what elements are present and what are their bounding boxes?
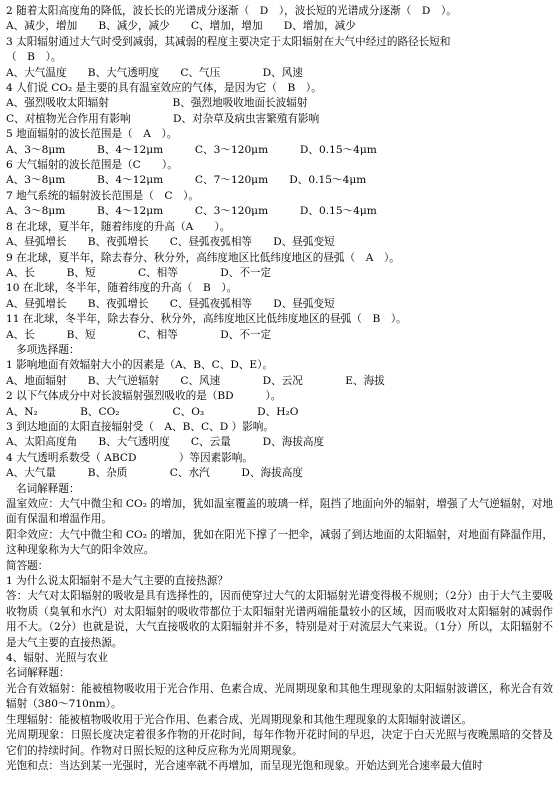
section-heading-short-answer: 简答题： [6,559,49,572]
question-3-cont: （ B ）。 [6,51,62,64]
question-6: 6 大气辐射的波长范围是（C ）。 [6,159,178,172]
multi-options-3: A、太阳高度角 B、大气透明度 C、云量 D、海拔高度 [6,436,325,449]
options-10: A、昼弧增长 B、夜弧增长 C、昼弧夜弧相等 D、昼弧变短 [6,297,335,310]
term-parasol-effect: 阳伞效应：大气中微尘和 CO₂ 的增加，犹如在阳光下撑了一把伞，减弱了到达地面的太阳辐射，对地面有降温作用，这种现象称为大气的阳伞效应。 [6,528,553,557]
question-7: 7 地气系统的辐射波长范围是（ C ）。 [6,189,200,202]
short-answer-1: 答：大气对太阳辐射的吸收是具有选择性的，因而使穿过大气的太阳辐射光谱变得极不规则；（2分）由于大气主要吸收物质（臭氧和水汽）对太阳辐射的吸收带都位于太阳辐射光谱两端能量较小的区域，因而吸收对太阳辐射的减弱作用不大。（2分）也就是说，大气直接吸收的太阳辐射并不多，特别是对于对流层大气来说。（1分）所以，太阳辐射不是大气主要的直接热源。 [6,590,553,649]
section-heading-terms-2: 名词解释题： [6,667,70,680]
options-4-ab: A、强烈吸收太阳辐射 B、强烈地吸收地面长波辐射 [6,97,308,110]
term-light-saturation-point: 光饱和点：当达到某一光强时，光合速率就不再增加，而呈现光饱和现象。开始达到光合速率最大值时 [6,759,483,772]
options-6: A、3～8μm B、4～12μm C、7～120μm D、0.15～4μm [6,174,367,187]
options-2: A、减少，增加 B、减少，减少 C、增加，增加 D、增加，减少 [6,20,356,33]
options-5: A、3～8μm B、4～12μm C、3～120μm D、0.15～4μm [6,143,377,156]
options-7: A、3～8μm B、4～12μm C、3～120μm D、0.15～4μm [6,205,377,218]
options-9: A、长 B、短 C、相等 D、不一定 [6,266,272,279]
question-5: 5 地面辐射的波长范围是（ A ）。 [6,128,178,141]
options-11: A、长 B、短 C、相等 D、不一定 [6,328,272,341]
question-9: 9 在北球，夏半年，除去春分、秋分外，高纬度地区比低纬度地区的昼弧（ A ）。 [6,251,400,264]
chapter-heading-4: 4、辐射、光照与农业 [6,652,109,665]
multi-question-3: 3 到达地面的太阳直接辐射受（ A、B、C、D ）影响。 [6,420,274,433]
multi-options-4: A、大气量 B、杂质 C、水汽 D、海拔高度 [6,467,303,480]
multi-question-1: 1 影响地面有效辐射大小的因素是（A、B、C、D、E）。 [6,359,274,372]
multi-question-4: 4 大气透明系数受（ ABCD ）等因素影响。 [6,451,253,464]
question-2: 2 随着太阳高度角的降低，波长长的光谱成分逐渐（ D ），波长短的光谱成分逐渐（ D ）。 [6,5,457,17]
question-4: 4 人们说 CO₂ 是主要的具有温室效应的气体，是因为它（ B ）。 [6,82,322,95]
options-4-cd: C、对植物光合作用有影响 D、对杂草及病虫害繁殖有影响 [6,112,320,125]
question-11: 11 在北球，冬半年，除去春分、秋分外，高纬度地区比低纬度地区的昼弧（ B ）。 [6,313,407,326]
question-3: 3 太阳辐射通过大气时受到减弱，其减弱的程度主要决定于太阳辐射在大气中经过的路径长短和 [6,35,451,48]
multi-options-2: A、N₂ B、CO₂ C、O₃ D、H₂O [6,405,299,418]
term-photosynthetic-radiation: 光合有效辐射：能被植物吸收用于光合作用、色素合成、光周期现象和其他生理现象的太阳辐射波谱区，称光合有效辐射（380～710nm）。 [6,682,553,711]
question-10: 10 在北球，冬半年，随着纬度的升高（ B ）。 [6,282,238,295]
question-8: 8 在北球，夏半年，随着纬度的升高（A ）。 [6,220,231,233]
term-greenhouse-effect: 温室效应：大气中微尘和 CO₂ 的增加，犹如温室覆盖的玻璃一样，阻挡了地面向外的辐射，增强了大气逆辐射，对地面有保温和增温作用。 [6,498,553,526]
short-question-1: 1 为什么说太阳辐射不是大气主要的直接热源？ [6,575,228,588]
term-physiological-radiation: 生理辐射：能被植物吸收用于光合作用、色素合成、光周期现象和其他生理现象的太阳辐射波谱区。 [6,713,473,726]
multi-question-2: 2 以下气体成分中对长波辐射强烈吸收的是（BD ）。 [6,390,282,403]
section-heading-multiple-choice: 多项选择题： [16,343,80,356]
options-3: A、大气温度 B、大气透明度 C、气压 D、风速 [6,66,303,79]
section-heading-terms: 名词解释题： [16,482,80,495]
options-8: A、昼弧增长 B、夜弧增长 C、昼弧夜弧相等 D、昼弧变短 [6,236,335,249]
term-photoperiodism: 光周期现象：日照长度决定着很多作物的开花时间，每年作物开花时间的早迟，决定于白天光照与夜晚黑暗的交替及它们的持续时间。作物对日照长短的这种反应称为光周期现象。 [6,729,553,757]
multi-options-1: A、地面辐射 B、大气逆辐射 C、风速 D、云况 E、海拔 [6,374,385,387]
